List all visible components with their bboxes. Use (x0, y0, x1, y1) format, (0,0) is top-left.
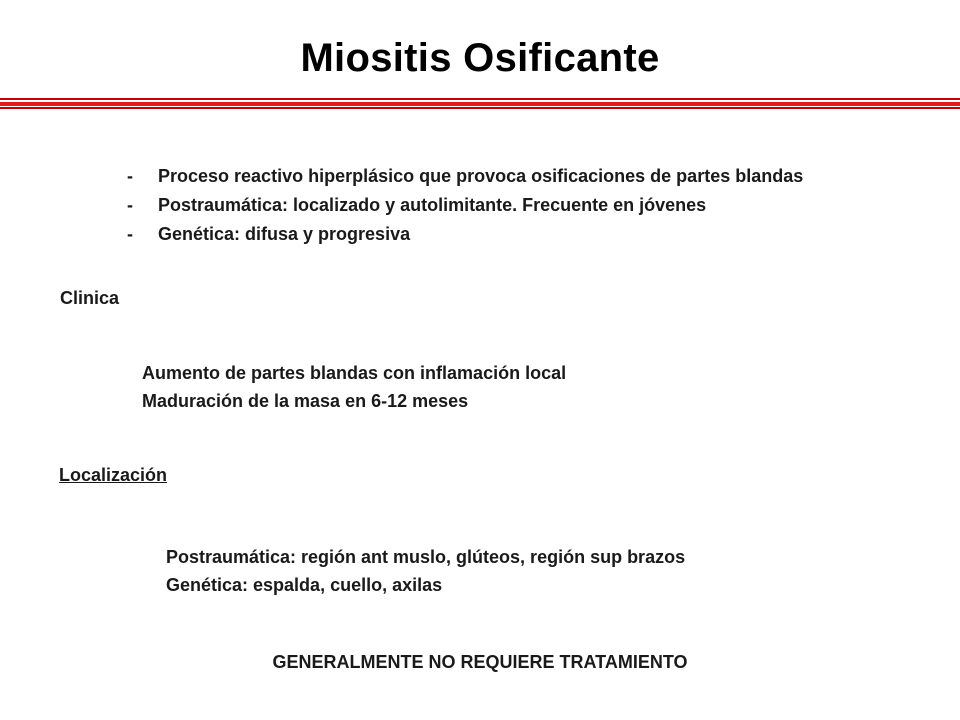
localizacion-details (166, 546, 685, 602)
title-divider-bottom (0, 107, 960, 109)
localizacion-line: Genética: espalda, cuello, axilas (166, 575, 443, 595)
slide-title: Miositis Osificante (300, 36, 660, 80)
bullet-marker: - (127, 224, 133, 244)
intro-bullet (127, 194, 803, 223)
intro-bullet-list (127, 165, 803, 252)
intro-bullet-text: Postraumática: localizado y autolimitante. Frecuente en jóvenes (158, 195, 707, 215)
clinica-details (142, 362, 566, 418)
treatment-note: GENERALMENTE NO REQUIERE TRATAMIENTO (272, 652, 688, 672)
title-divider-top (0, 98, 960, 100)
bullet-marker: - (127, 166, 133, 186)
localizacion-heading: Localización (59, 465, 168, 485)
clinica-line: Maduración de la masa en 6-12 meses (142, 391, 469, 411)
clinica-line: Aumento de partes blandas con inflamación local (142, 363, 567, 383)
localizacion-line: Postraumática: región ant muslo, glúteos, región sup brazos (166, 547, 686, 567)
intro-bullet (127, 223, 803, 252)
intro-bullet-text: Proceso reactivo hiperplásico que provoca osificaciones de partes blandas (158, 166, 804, 186)
intro-bullet (127, 165, 803, 194)
title-divider-middle (0, 102, 960, 106)
clinica-heading: Clinica (60, 288, 120, 308)
intro-bullet-text: Genética: difusa y progresiva (158, 224, 411, 244)
bullet-marker: - (127, 195, 133, 215)
